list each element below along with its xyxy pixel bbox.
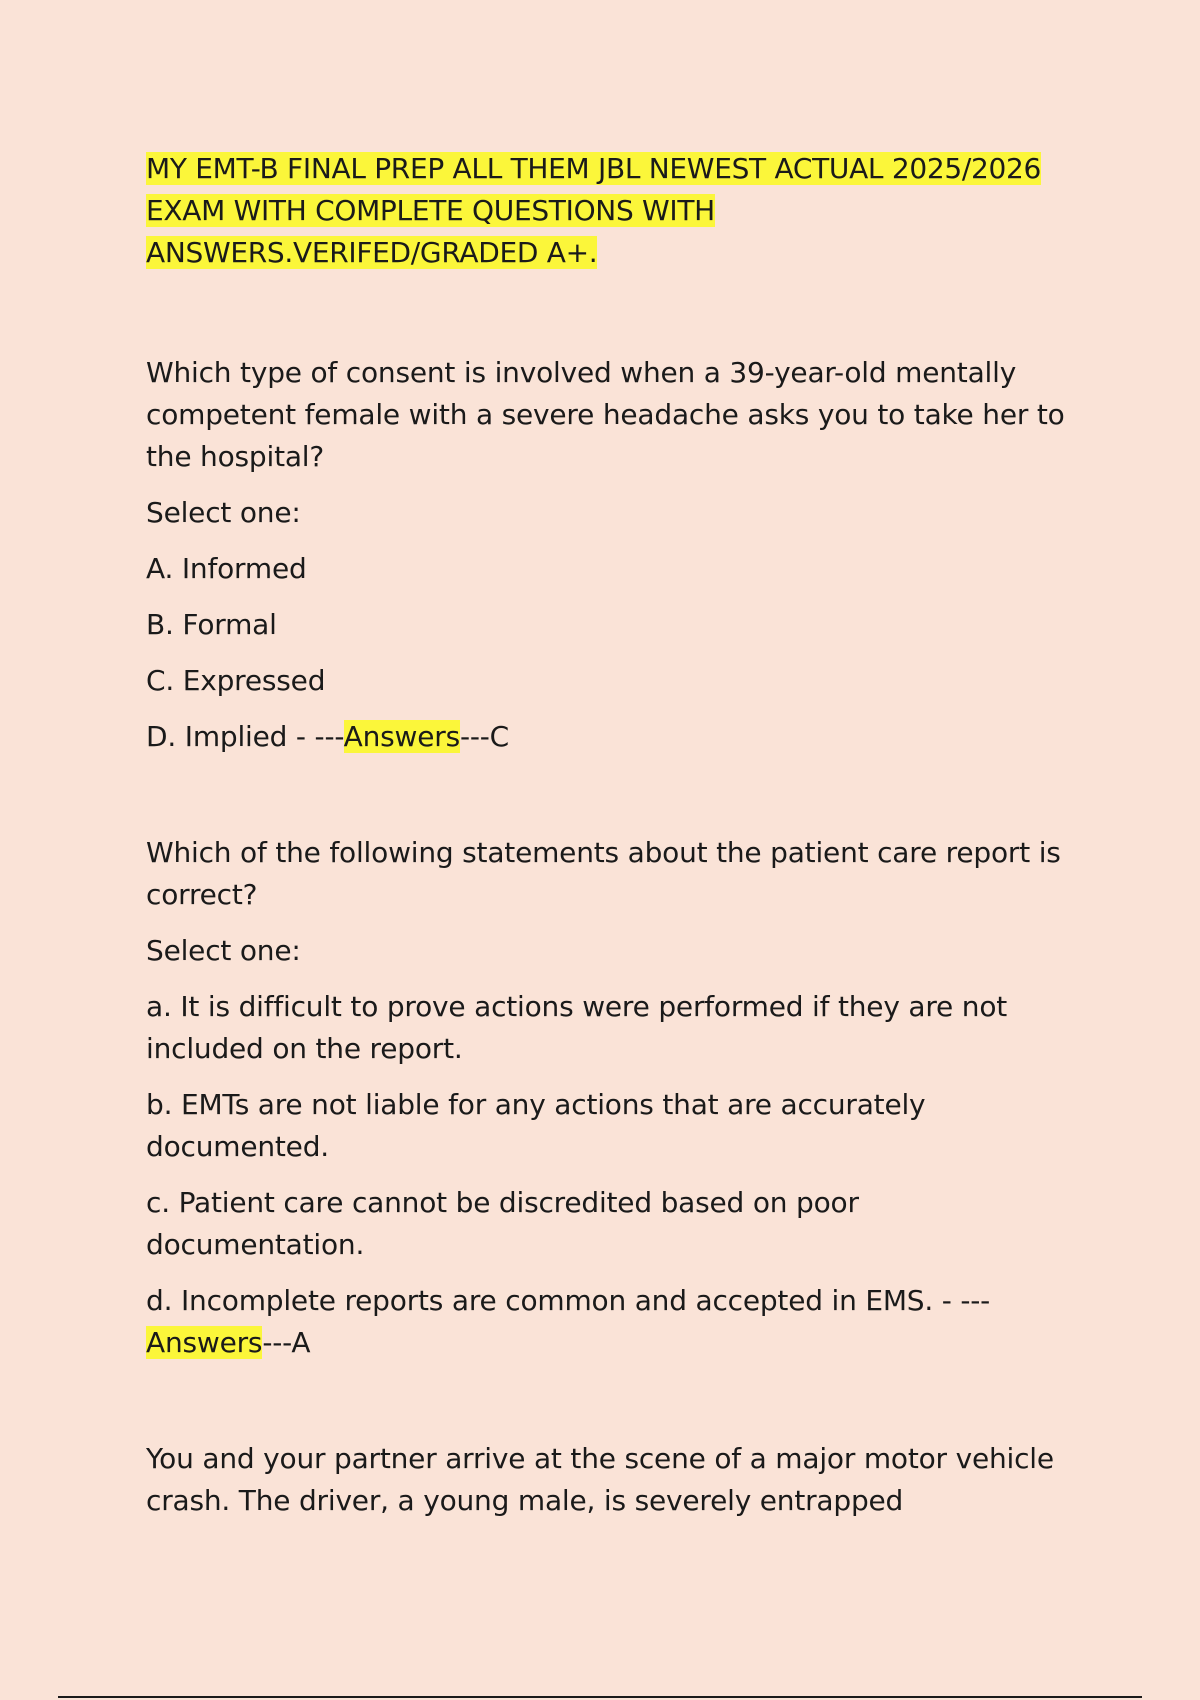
answer-label: Answers (146, 1326, 263, 1359)
option-d (146, 716, 1066, 758)
option-c: c. Patient care cannot be discredited based on poor documentation. (146, 1186, 859, 1261)
document-title (146, 148, 1066, 274)
answer-prefix: - --- (287, 720, 344, 753)
option-d-text: D. Implied (146, 720, 288, 753)
question-text: Which of the following statements about the patient care report is correct? (146, 836, 1061, 911)
spacer (146, 758, 1066, 832)
question-3 (146, 1438, 1066, 1522)
option-b: b. EMTs are not liable for any actions that are accurately documented. (146, 1088, 926, 1163)
option-b: B. Formal (146, 608, 277, 641)
option-c: C. Expressed (146, 664, 326, 697)
page-bottom-rule (58, 1696, 1142, 1698)
answer-label: Answers (343, 720, 460, 753)
document-page (146, 148, 1066, 1522)
option-d-text: d. Incomplete reports are common and accepted in EMS. (146, 1284, 934, 1317)
spacer (146, 274, 1066, 352)
answer-value: ---A (262, 1326, 311, 1359)
spacer (146, 1364, 1066, 1438)
option-a: A. Informed (146, 552, 307, 585)
option-d (146, 1280, 1066, 1364)
question-2 (146, 832, 1066, 1364)
title-highlight: MY EMT-B FINAL PREP ALL THEM JBL NEWEST ACTUAL 2025/2026 EXAM WITH COMPLETE QUESTIONS WITH ANSWERS.VERIFED/GRADED A+. (146, 152, 1042, 269)
option-a: a. It is difficult to prove actions were performed if they are not included on the report. (146, 990, 1008, 1065)
answer-prefix: - --- (933, 1284, 991, 1317)
select-label: Select one: (146, 496, 301, 529)
question-1 (146, 352, 1066, 758)
answer-value: ---C (459, 720, 510, 753)
question-text: Which type of consent is involved when a 39-year-old mentally competent female with a severe headache asks you to take her to the hospital? (146, 356, 1065, 473)
select-label: Select one: (146, 934, 301, 967)
question-text: You and your partner arrive at the scene of a major motor vehicle crash. The driver, a young male, is severely entrapped (146, 1442, 1054, 1517)
